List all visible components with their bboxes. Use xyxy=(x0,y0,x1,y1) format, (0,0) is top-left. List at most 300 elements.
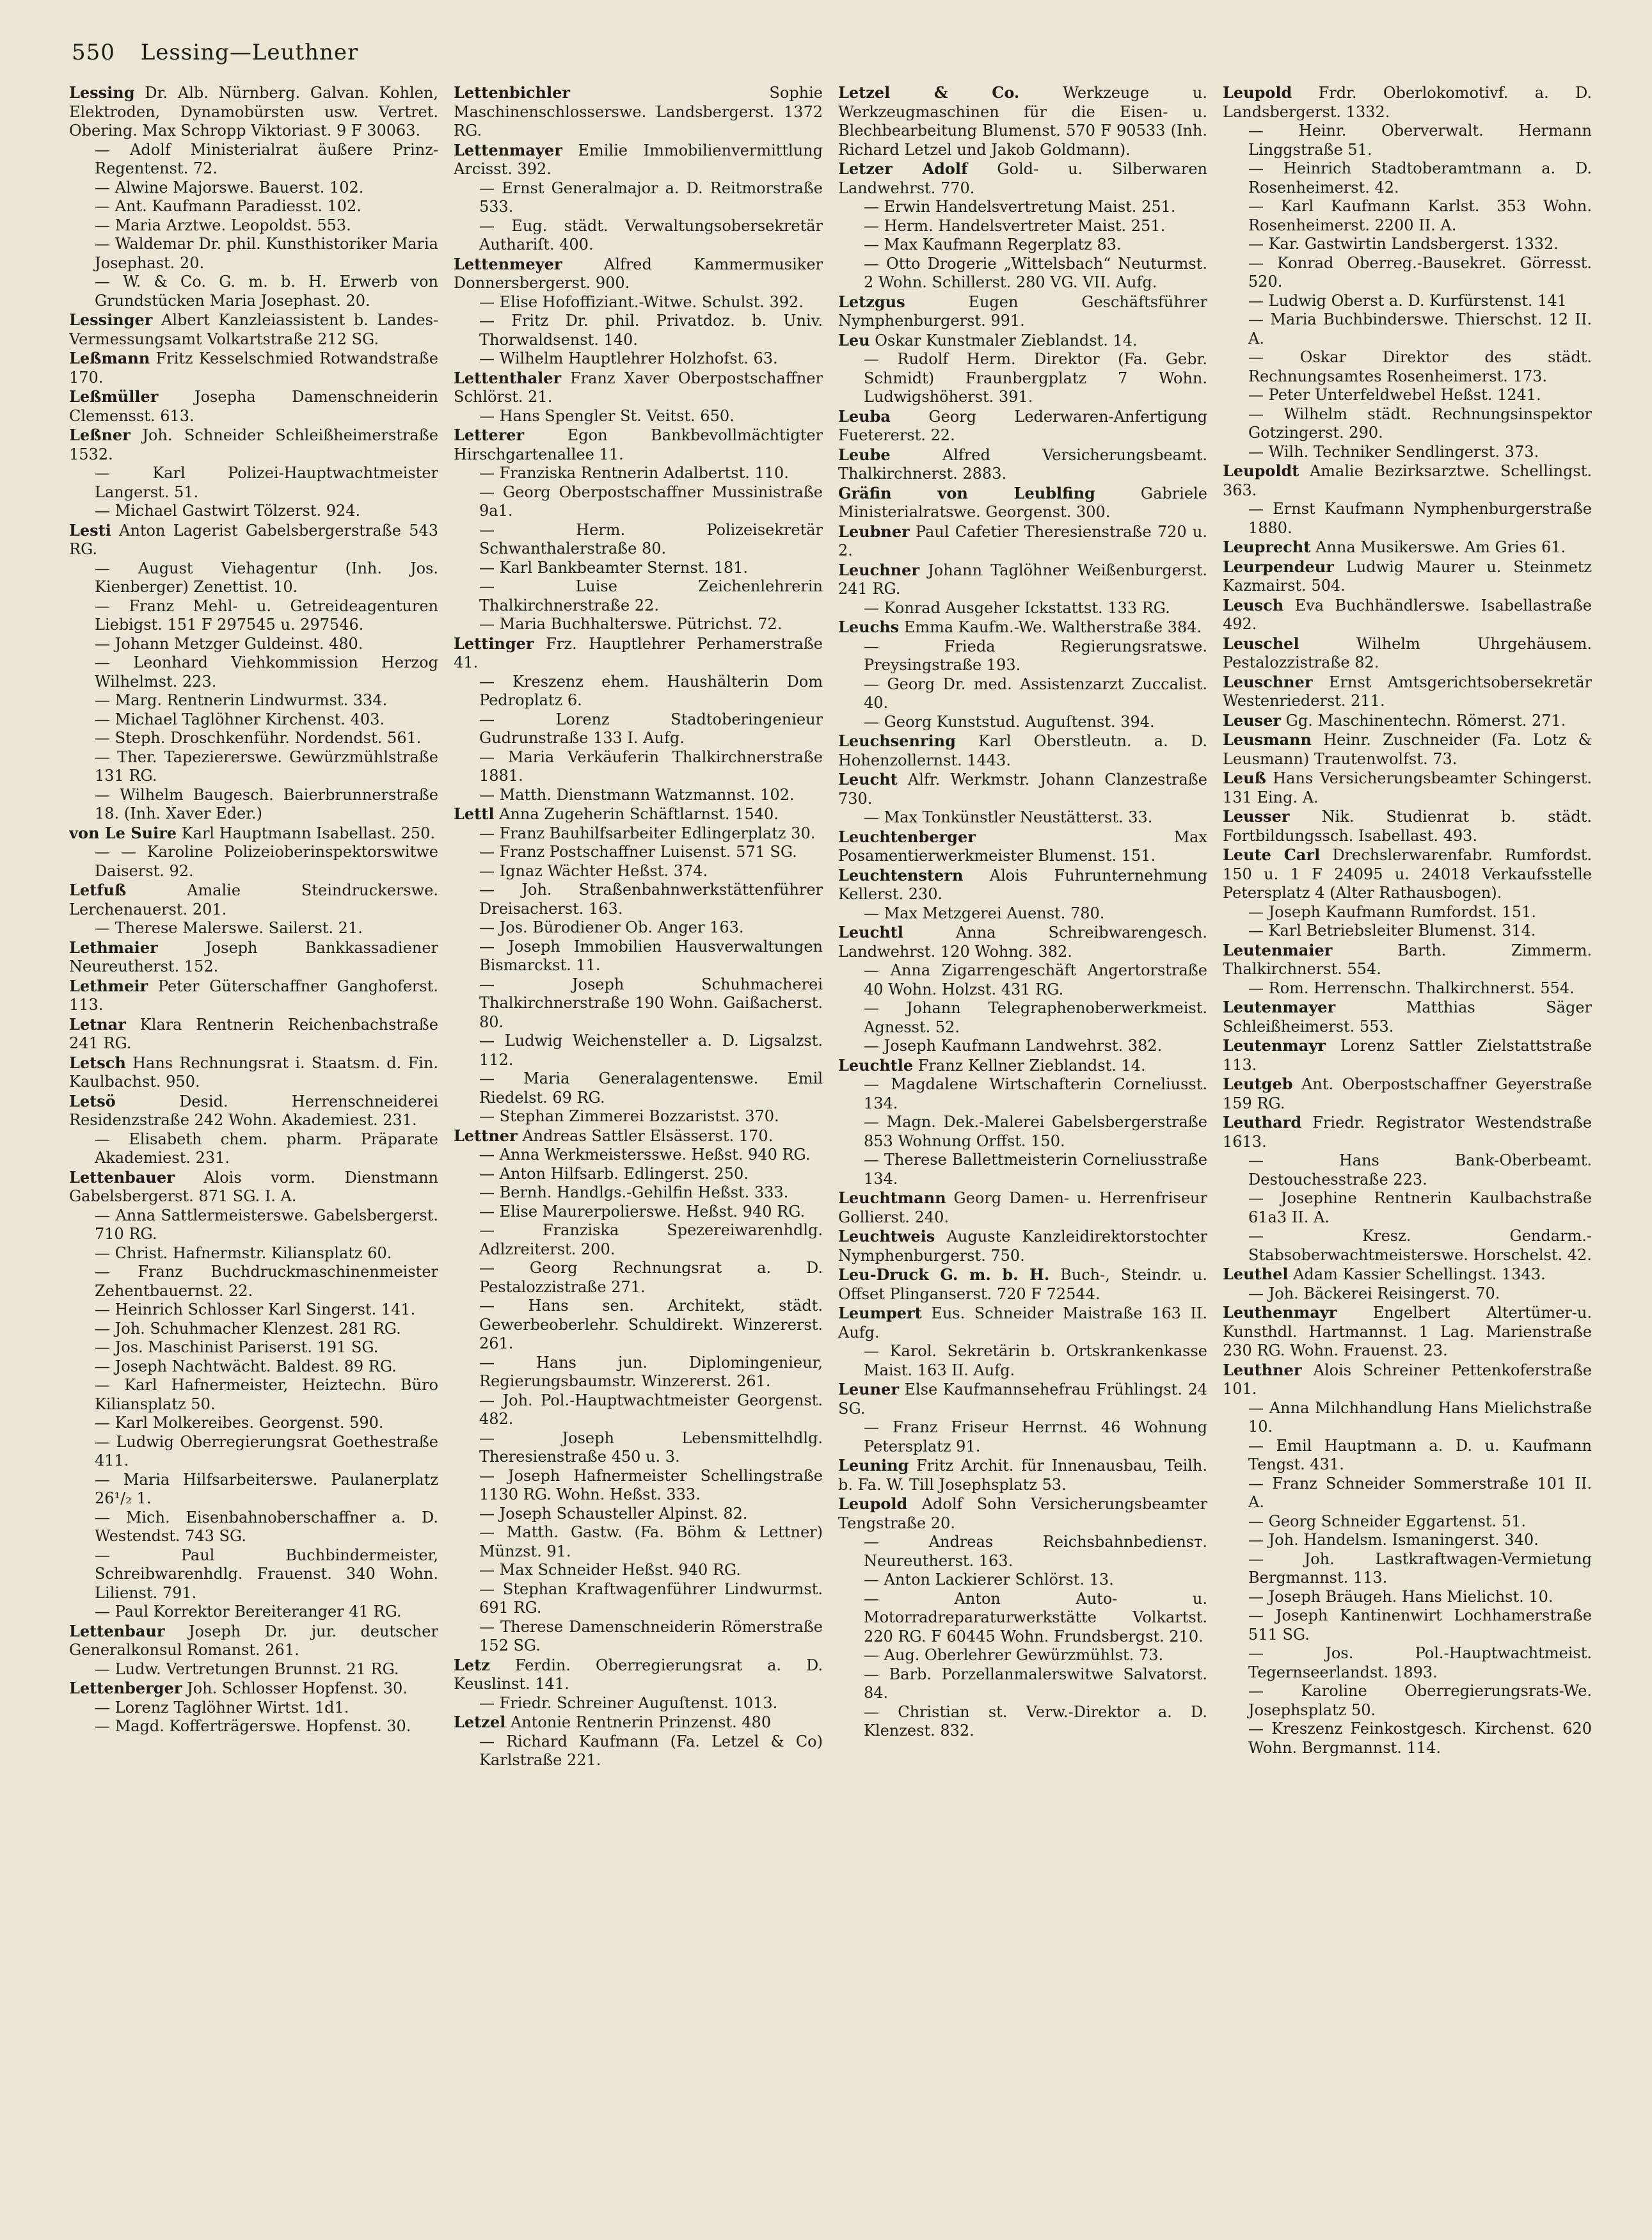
directory-entry xyxy=(69,1300,438,1320)
directory-entry xyxy=(454,1069,823,1107)
column-3 xyxy=(838,83,1207,2202)
directory-entry xyxy=(454,407,823,426)
directory-entry xyxy=(69,635,438,654)
entry-surname: Leßmüller xyxy=(69,387,159,406)
entry-details: — Luise Zeichenlehrerin Thalkirchnerstraße 22. xyxy=(479,577,823,614)
directory-entry xyxy=(1223,1399,1592,1437)
directory-entry xyxy=(454,938,823,975)
entry-details: — Joh. Bäckerei Reisingerst. 70. xyxy=(1248,1284,1500,1302)
directory-entry xyxy=(454,1467,823,1505)
entry-details: Amalie Bezirksarztwe. Schellingst. 363. xyxy=(1223,462,1592,499)
entry-details: Albert Kanzleiassistent b. Landes-Vermessungsamt Volkartstraße 212 SG. xyxy=(69,311,438,348)
directory-entry xyxy=(454,217,823,255)
directory-entry xyxy=(838,484,1207,522)
entry-surname: Leßmann xyxy=(69,349,150,367)
directory-entry xyxy=(1223,159,1592,197)
entry-surname: Lethmaier xyxy=(69,938,158,957)
page-number: 550 xyxy=(72,40,115,65)
directory-entry xyxy=(454,369,823,407)
entry-details: — Wilhelm Baugesch. Baierbrunnerstraße 18. (Inh. Xaver Eder.) xyxy=(95,785,438,822)
entry-details: — Johann Metzger Guldeinst. 480. xyxy=(95,634,363,653)
entry-details: Engelbert Altertümer-u. Kunsthdl. Hartmannst. 1 Lag. Marienstraße 230 RG. Wohn. Frauenst. 23. xyxy=(1223,1304,1592,1359)
directory-entry xyxy=(69,710,438,730)
directory-entry xyxy=(69,83,438,141)
directory-entry xyxy=(838,331,1207,351)
entry-details: Alois Fuhrunternehmung Kellerst. 230. xyxy=(838,866,1207,903)
entry-surname: Leutenmayr xyxy=(1223,1036,1326,1055)
entry-details: — Joseph Lebensmittelhdlg. Theresienstraße 450 u. 3. xyxy=(479,1428,823,1466)
entry-details: — Marg. Rentnerin Lindwurmst. 334. xyxy=(95,691,388,709)
entry-details: — Rom. Herrenschn. Thalkirchnerst. 554. xyxy=(1248,979,1575,997)
entry-details: — Therese Ballettmeisterin Corneliusstraße 134. xyxy=(864,1151,1207,1188)
directory-entry xyxy=(838,292,1207,331)
directory-entry xyxy=(1223,197,1592,235)
directory-entry xyxy=(454,426,823,464)
directory-entry xyxy=(69,1603,438,1622)
entry-surname: Leuthard xyxy=(1223,1113,1302,1132)
entry-details: — Alwine Majorswe. Bauerst. 102. xyxy=(95,178,364,196)
entry-details: — Richard Kaufmann (Fa. Letzel & Co) Karlstraße 221. xyxy=(479,1732,823,1769)
entry-details: — Max Tonkünstler Neustätterst. 33. xyxy=(864,808,1153,826)
entry-surname: Lessing xyxy=(69,83,135,102)
directory-entry xyxy=(69,387,438,426)
directory-entry xyxy=(838,923,1207,961)
entry-details: — W. & Co. G. m. b. H. Erwerb von Grundstücken Maria Josephast. 20. xyxy=(95,273,438,310)
directory-entry xyxy=(454,918,823,938)
entry-details: — Fritz Dr. phil. Privatdoz. b. Univ. Thorwaldsenst. 140. xyxy=(479,312,823,349)
directory-entry xyxy=(1223,1303,1592,1361)
directory-entry xyxy=(69,597,438,635)
directory-entry xyxy=(838,713,1207,732)
entry-surname: Letzer Adolf xyxy=(838,159,968,178)
entry-details: Alois vorm. Dienstmann Gabelsbergerst. 871 SG. I. A. xyxy=(69,1168,438,1205)
directory-entry xyxy=(454,615,823,634)
directory-entry xyxy=(1223,922,1592,941)
entry-details: Werkzeuge u. Werkzeugmaschinen für die Eisen- u. Blechbearbeitung Blumenst. 570 F 90533 (Inh. Richard Letzel und Jakob Goldmann). xyxy=(838,84,1207,159)
directory-entry xyxy=(1223,845,1592,903)
entry-details: Josepha Damenschneiderin Clemensst. 613. xyxy=(69,388,438,425)
entry-surname: Leupoldt xyxy=(1223,461,1299,480)
directory-entry xyxy=(838,599,1207,618)
directory-entry xyxy=(838,828,1207,866)
directory-entry xyxy=(454,1618,823,1656)
entry-details: — Christian st. Verw.-Direktor a. D. Klenzest. 832. xyxy=(864,1702,1207,1740)
directory-entry xyxy=(1223,1284,1592,1304)
directory-entry xyxy=(69,977,438,1015)
entry-surname: Lettenbaur xyxy=(69,1621,165,1640)
entry-details: — Michael Gastwirt Tölzerst. 924. xyxy=(95,502,361,520)
entry-details: — Franz Buchdruckmaschinenmeister Zehentbauernst. 22. xyxy=(95,1263,438,1300)
directory-entry xyxy=(838,1646,1207,1665)
entry-details: — Jos. Pol.-Hauptwachtmeist. Tegernseerlandst. 1893. xyxy=(1248,1644,1592,1681)
entry-details: Anton Lagerist Gabelsbergerstraße 543 RG. xyxy=(69,521,438,558)
directory-entry xyxy=(1223,634,1592,673)
directory-entry xyxy=(1223,557,1592,596)
entry-details: — Maria Arztwe. Leopoldst. 553. xyxy=(95,216,351,234)
entry-details: Joseph Bankkassadiener Neureutherst. 152. xyxy=(69,938,438,975)
entry-details: — Matth. Dienstmann Watzmannst. 102. xyxy=(479,785,795,804)
directory-entry xyxy=(454,559,823,578)
entry-details: — Michael Taglöhner Kirchenst. 403. xyxy=(95,710,385,728)
entry-details: Ferdin. Oberregierungsrat a. D. Keuslinst. 141. xyxy=(454,1656,823,1693)
directory-entry xyxy=(454,1713,823,1732)
entry-details: — Magd. Kofferträgerswe. Hopfenst. 30. xyxy=(95,1717,411,1735)
entry-details: Nik. Studienrat b. städt. Fortbildungssch. Isabellast. 493. xyxy=(1223,808,1592,845)
entry-details: — Heinr. Oberverwalt. Hermann Linggstraße 51. xyxy=(1248,122,1592,159)
directory-entry xyxy=(69,1679,438,1699)
directory-entry xyxy=(69,235,438,273)
entry-details: — Ludwig Oberst a. D. Kurfürstenst. 141 xyxy=(1248,291,1567,310)
entry-details: — Hans Bank-Oberbeamt. Destouchesstraße 223. xyxy=(1248,1151,1592,1188)
directory-entry xyxy=(69,1168,438,1206)
directory-entry xyxy=(838,1151,1207,1188)
entry-surname: Leupold xyxy=(1223,83,1292,102)
directory-entry xyxy=(838,808,1207,828)
entry-details: — Franziska Spezereiwarenhdlg. Adlzreiterst. 200. xyxy=(479,1221,823,1258)
directory-entry xyxy=(69,1015,438,1053)
entry-details: Fritz Kesselschmied Rotwandstraße 170. xyxy=(69,349,438,387)
entry-details: Ant. Oberpostschaffner Geyerstraße 159 RG. xyxy=(1223,1075,1592,1112)
directory-entry xyxy=(69,349,438,387)
directory-entry xyxy=(454,83,823,141)
directory-entry xyxy=(1223,979,1592,998)
entry-surname: Letfuß xyxy=(69,881,127,899)
entry-details: — Franz Bauhilfsarbeiter Edlingerplatz 30. xyxy=(479,824,816,842)
entry-details: — Joseph Schausteller Alpinst. 82. xyxy=(479,1504,748,1523)
directory-entry xyxy=(1223,1720,1592,1757)
directory-entry xyxy=(454,634,823,673)
entry-details: Paul Cafetier Theresienstraße 720 u. 2. xyxy=(838,522,1207,559)
entry-details: — Joh. Pol.-Hauptwachtmeister Georgenst. 482. xyxy=(479,1391,823,1428)
entry-details: — Aug. Oberlehrer Gewürzmühlst. 73. xyxy=(864,1646,1164,1664)
entry-details: — Waldemar Dr. phil. Kunsthistoriker Maria Josephast. 20. xyxy=(95,235,438,272)
entry-details: — Heinrich Schlosser Karl Singerst. 141. xyxy=(95,1300,416,1318)
entry-details: Alois Schreiner Pettenkoferstraße 101. xyxy=(1223,1361,1592,1398)
entry-surname: Leuthel xyxy=(1223,1265,1289,1283)
column-2 xyxy=(454,83,823,2202)
entry-surname: Leuprecht xyxy=(1223,538,1311,556)
directory-entry xyxy=(838,159,1207,198)
directory-entry xyxy=(454,179,823,217)
directory-entry xyxy=(454,577,823,615)
entry-details: — Hans jun. Diplomingenieur, Regierungsbaumstr. Winzererst. 261. xyxy=(479,1353,823,1390)
directory-entry xyxy=(454,804,823,824)
entry-surname: Leu xyxy=(838,330,870,349)
entry-details: — Emil Hauptmann a. D. u. Kaufmann Tengst. 431. xyxy=(1248,1436,1592,1473)
directory-entry xyxy=(69,1546,438,1603)
entry-surname: Letzel xyxy=(454,1713,506,1731)
entry-surname: Leupold xyxy=(838,1494,908,1513)
entry-details: — Ernst Generalmajor a. D. Reitmorstraße 533. xyxy=(479,179,823,216)
directory-entry xyxy=(1223,596,1592,634)
directory-entry xyxy=(69,919,438,938)
directory-entry xyxy=(838,1571,1207,1590)
entry-details: — Frieda Regierungsratswe. Preysingstraße 193. xyxy=(864,637,1207,674)
directory-entry xyxy=(838,407,1207,445)
entry-details: — Adolf Ministerialrat äußere Prinz-Regentenst. 72. xyxy=(95,140,438,177)
entry-details: — Anton Hilfsarb. Edlingerst. 250. xyxy=(479,1164,749,1183)
entry-surname: von Le Suire xyxy=(69,823,177,842)
directory-entry xyxy=(838,770,1207,808)
directory-entry xyxy=(454,1146,823,1165)
entry-details: — Konrad Oberreg.-Bausekret. Görresst. 520. xyxy=(1248,253,1592,291)
entry-details: Joh. Schlosser Hopfenst. 30. xyxy=(187,1679,408,1697)
directory-entry xyxy=(454,1221,823,1259)
entry-details: — — Karoline Polizeioberinspektorswitwe Daiserst. 92. xyxy=(95,843,438,880)
directory-entry xyxy=(1223,254,1592,292)
entry-details: — Lorenz Stadtoberingenieur Gudrunstraße 133 I. Aufg. xyxy=(479,710,823,747)
entry-surname: Lettl xyxy=(454,804,495,823)
entry-surname: Leutenmaier xyxy=(1223,940,1333,959)
entry-details: Andreas Sattler Elsässerst. 170. xyxy=(522,1126,774,1145)
directory-entry xyxy=(838,350,1207,407)
entry-details: Heinr. Zuschneider (Fa. Lotz & Leusmann) Trautenwolfst. 73. xyxy=(1223,731,1592,768)
entry-details: Buch-, Steindr. u. Offset Plinganserst. 720 F 72544. xyxy=(838,1266,1207,1303)
directory-entry xyxy=(454,1694,823,1713)
running-title: Lessing—Leuthner xyxy=(140,40,359,65)
directory-entry xyxy=(454,1505,823,1524)
entry-details: — Heinrich Stadtoberamtmann a. D. Rosenheimerst. 42. xyxy=(1248,159,1592,196)
directory-entry xyxy=(454,1354,823,1391)
directory-entry xyxy=(838,1703,1207,1741)
directory-entry xyxy=(838,1494,1207,1533)
entry-details: — Wilhelm Hauptlehrer Holzhofst. 63. xyxy=(479,349,778,367)
entry-details: — Kresz. Gendarm.-Stabsoberwachtmeisterswe. Horschelst. 42. xyxy=(1248,1227,1592,1264)
directory-entry xyxy=(1223,461,1592,500)
entry-details: Emma Kaufm.-We. Waltherstraße 384. xyxy=(903,618,1202,636)
entry-surname: Lethmeir xyxy=(69,976,148,995)
entry-details: — Mich. Eisenbahnoberschaffner a. D. Westendst. 743 SG. xyxy=(95,1508,438,1545)
entry-details: Georg Damen- u. Herrenfriseur Gollierst. 240. xyxy=(838,1189,1207,1226)
directory-entry xyxy=(69,1699,438,1718)
entry-surname: Letnar xyxy=(69,1014,126,1034)
entry-details: — Anton Auto- u. Motorradreparaturwerkstätte Volkartst. 220 RG. F 60445 Wohn. Frundsbergst. 210. xyxy=(864,1589,1207,1645)
directory-entry xyxy=(1223,1189,1592,1227)
directory-entry xyxy=(454,1656,823,1694)
entry-surname: Leuthner xyxy=(1223,1360,1302,1379)
entry-surname: Leuchtle xyxy=(838,1055,914,1075)
directory-entry xyxy=(1223,1512,1592,1532)
directory-entry xyxy=(454,293,823,312)
entry-surname: Lettenbichler xyxy=(454,83,571,102)
entry-details: Alfred Versicherungsbeamt. Thalkirchnerst. 2883. xyxy=(838,445,1207,483)
entry-details: — Steph. Droschkenführ. Nordendst. 561. xyxy=(95,729,422,747)
entry-surname: Lettinger xyxy=(454,634,534,653)
entry-details: Lorenz Sattler Zielstattstraße 113. xyxy=(1223,1037,1592,1074)
entry-details: — Maria Buchhalterswe. Pütrichst. 72. xyxy=(479,615,782,633)
entry-surname: Letsch xyxy=(69,1053,126,1072)
entry-surname: Lesti xyxy=(69,520,111,540)
directory-entry xyxy=(69,1053,438,1092)
directory-entry xyxy=(454,824,823,844)
directory-entry xyxy=(838,1380,1207,1418)
directory-entry xyxy=(454,1561,823,1580)
directory-entry xyxy=(454,1203,823,1222)
entry-details: — Ludwig Oberregierungsrat Goethestraße 411. xyxy=(95,1432,438,1469)
directory-entry xyxy=(1223,405,1592,443)
directory-entry xyxy=(454,748,823,786)
entry-details: — Georg Rechnungsrat a. D. Pestalozzistraße 271. xyxy=(479,1259,823,1296)
entry-details: — Hans sen. Architekt, städt. Gewerbeoberlehr. Schuldirekt. Winzererst. 261. xyxy=(479,1297,823,1352)
directory-entry xyxy=(838,1418,1207,1456)
directory-entry xyxy=(1223,1036,1592,1075)
directory-entry xyxy=(454,786,823,805)
entry-details: — Rudolf Herm. Direktor (Fa. Gebr. Schmidt) Fraunbergplatz 7 Wohn. Ludwigshöherst. 391. xyxy=(864,350,1207,406)
directory-entry xyxy=(838,732,1207,770)
entry-details: Frz. Hauptlehrer Perhamerstraße 41. xyxy=(454,634,823,671)
directory-entry xyxy=(1223,807,1592,845)
entry-details: — Anna Zigarrengeschäft Angertorstraße 40 Wohn. Holzst. 431 RG. xyxy=(864,961,1207,998)
entry-details: — Joseph Bräugeh. Hans Mielichst. 10. xyxy=(1248,1587,1553,1606)
directory-entry xyxy=(838,198,1207,217)
directory-entry xyxy=(1223,1265,1592,1284)
entry-surname: Letzgus xyxy=(838,292,905,311)
directory-entry xyxy=(69,502,438,521)
entry-details: Gold- u. Silberwaren Landwehrst. 770. xyxy=(838,160,1207,197)
entry-details: — Ant. Kaufmann Paradiesst. 102. xyxy=(95,197,361,215)
directory-entry xyxy=(1223,500,1592,538)
entry-details: — Magn. Dek.-Malerei Gabelsbergerstraße 853 Wohnung Orffst. 150. xyxy=(864,1113,1207,1150)
directory-entry xyxy=(1223,386,1592,405)
entry-details: — Ernst Kaufmann Nymphenburgerstraße 1880. xyxy=(1248,500,1592,537)
directory-entry xyxy=(454,521,823,559)
directory-entry xyxy=(69,1414,438,1433)
entry-details: Amalie Steindruckerswe. Lerchenauerst. 201. xyxy=(69,881,438,918)
entry-details: Ernst Amtsgerichtsobersekretär Westenriederst. 211. xyxy=(1223,673,1592,710)
directory-entry xyxy=(69,1660,438,1679)
entry-details: — Elise Maurerpolierswe. Heßst. 940 RG. xyxy=(479,1202,806,1220)
directory-entry xyxy=(69,1508,438,1546)
directory-entry xyxy=(69,1717,438,1736)
entry-details: — Anna Milchhandlung Hans Mielichstraße 10. xyxy=(1248,1398,1592,1436)
entry-details: Alfr. Werkmstr. Johann Clanzestraße 730. xyxy=(838,771,1207,808)
entry-details: — Max Kaufmann Regerplatz 83. xyxy=(864,236,1122,253)
entry-details: — Joseph Hafnermeister Schellingstraße 1130 RG. Wohn. Heßst. 333. xyxy=(479,1466,823,1503)
directory-entry xyxy=(838,83,1207,159)
entry-details: Egon Bankbevollmächtigter Hirschgartenallee 11. xyxy=(454,426,823,463)
entry-details: — Herm. Handelsvertreter Maist. 251. xyxy=(864,216,1166,235)
directory-entry xyxy=(69,1376,438,1414)
directory-entry xyxy=(1223,1550,1592,1588)
directory-entry xyxy=(1223,1682,1592,1720)
column-1 xyxy=(69,83,438,2202)
entry-details: — Karol. Sekretärin b. Ortskrankenkasse Maist. 163 II. Aufg. xyxy=(864,1342,1207,1379)
entry-details: — Franz Mehl- u. Getreideagenturen Liebigst. 151 F 297545 u. 297546. xyxy=(95,596,438,634)
entry-details: — August Viehagentur (Inh. Jos. Kienberger) Zenettist. 10. xyxy=(95,559,438,596)
directory-entry xyxy=(69,1357,438,1377)
entry-details: — Leonhard Viehkommission Herzog Wilhelmst. 223. xyxy=(95,653,438,691)
directory-entry xyxy=(454,881,823,918)
directory-entry xyxy=(838,675,1207,713)
directory-entry xyxy=(1223,1113,1592,1151)
entry-surname: Leuchsenring xyxy=(838,732,956,750)
entry-details: — Eug. städt. Verwaltungsobersekretär Authariſt. 400. xyxy=(479,216,823,253)
directory-entry xyxy=(1223,941,1592,979)
directory-entry xyxy=(454,843,823,862)
entry-surname: Lettenthaler xyxy=(454,368,562,387)
directory-entry xyxy=(838,1113,1207,1151)
entry-details: Franz Kellner Zieblandst. 14. xyxy=(917,1056,1146,1075)
directory-entry xyxy=(454,1391,823,1429)
entry-details: — Peter Unterfeldwebel Heßst. 1241. xyxy=(1248,386,1541,404)
entry-surname: Leßner xyxy=(69,426,131,444)
directory-entry xyxy=(454,312,823,349)
entry-details: Klara Rentnerin Reichenbachstraße 241 RG. xyxy=(69,1015,438,1052)
entry-details: — Joseph Kaufmann Landwehrst. 382. xyxy=(864,1037,1163,1055)
directory-entry xyxy=(69,1320,438,1339)
directory-entry xyxy=(454,141,823,179)
entry-details: — Johann Telegraphenoberwerkmeist. Agnesst. 52. xyxy=(864,999,1207,1036)
directory-entry xyxy=(1223,1644,1592,1682)
entry-surname: Leuning xyxy=(838,1456,909,1475)
directory-entry xyxy=(838,255,1207,292)
entry-details: — Joseph Immobilien Hausverwaltungen Bismarckst. 11. xyxy=(479,937,823,974)
entry-details: Ludwig Maurer u. Steinmetz Kazmairst. 504. xyxy=(1223,557,1592,595)
directory-entry xyxy=(838,217,1207,236)
entry-details: — Karoline Oberregierungsrats-We. Josephsplatz 50. xyxy=(1248,1682,1592,1719)
directory-entry xyxy=(838,961,1207,999)
entry-details: Wilhelm Uhrgehäusem. Pestalozzistraße 82. xyxy=(1223,634,1592,671)
directory-entry xyxy=(838,1665,1207,1703)
entry-details: — Jos. Maschinist Pariserst. 191 SG. xyxy=(95,1338,379,1356)
entry-details: — Anton Lackierer Schlörst. 13. xyxy=(864,1571,1114,1588)
entry-details: Antonie Rentnerin Prinzenst. 480 xyxy=(510,1713,772,1731)
directory-entry xyxy=(69,273,438,310)
entry-surname: Lettenbauer xyxy=(69,1167,175,1187)
entry-details: — Stephan Zimmerei Bozzaristst. 370. xyxy=(479,1107,779,1125)
directory-entry xyxy=(1223,1475,1592,1512)
entry-details: Eugen Geschäftsführer Nymphenburgerst. 991. xyxy=(838,292,1207,330)
entry-surname: Letterer xyxy=(454,426,525,444)
directory-entry xyxy=(69,1244,438,1263)
entry-details: — Andreas Reichsbahnbediensт. Neureutherst. 163. xyxy=(864,1533,1207,1570)
directory-entry xyxy=(69,521,438,559)
entry-details: — Karl Bankbeamter Sternst. 181. xyxy=(479,558,749,577)
directory-entry xyxy=(69,1263,438,1300)
entry-details: — Bernh. Handlgs.-Gehilfin Heßst. 333. xyxy=(479,1183,789,1201)
directory-entry xyxy=(454,975,823,1032)
entry-surname: Leuschner xyxy=(1223,672,1313,691)
entry-details: — Barb. Porzellanmalerswitwe Salvatorst. 84. xyxy=(864,1665,1207,1702)
entry-surname: Leusch xyxy=(1223,595,1284,614)
entry-details: — Georg Schneider Eggartenst. 51. xyxy=(1248,1512,1526,1530)
directory-entry xyxy=(838,904,1207,924)
entry-details: — Magdalene Wirtschafterin Corneliusst. 134. xyxy=(864,1075,1207,1112)
entry-details: Georg Lederwaren-Anfertigung Fuetererst. 22. xyxy=(838,407,1207,444)
entry-surname: Leuchtenstern xyxy=(838,865,964,884)
entry-details: — Franz Schneider Sommerstraße 101 II. A. xyxy=(1248,1474,1592,1511)
directory-entry xyxy=(1223,730,1592,769)
entry-surname: Leurpendeur xyxy=(1223,557,1334,576)
entry-details: — Friedr. Schreiner Auguſtenst. 1013. xyxy=(479,1693,778,1712)
entry-details: Drechslerwarenfabr. Rumfordst. 150 u. 1 F 24095 u. 24018 Verkaufsstelle Petersplatz 4 (Alter Rathausbogen). xyxy=(1223,846,1592,902)
directory-entry xyxy=(838,1590,1207,1647)
entry-details: — Max Metzgerei Auenst. 780. xyxy=(864,904,1105,922)
directory-entry xyxy=(838,1037,1207,1056)
page-header xyxy=(72,40,1582,78)
entry-details: — Ther. Tapeziererswe. Gewürzmühlstraße 131 RG. xyxy=(95,748,438,785)
directory-entry xyxy=(69,1092,438,1130)
directory-entry xyxy=(454,862,823,881)
entry-details: — Josephine Rentnerin Kaulbachstraße 61a3 II. A. xyxy=(1248,1189,1592,1226)
directory-entry xyxy=(69,1206,438,1244)
entry-surname: Lettenmayer xyxy=(454,140,562,159)
directory-entry xyxy=(1223,903,1592,922)
entry-details: Max Posamentierwerkmeister Blumenst. 151. xyxy=(838,828,1207,865)
entry-surname: Gräfin von Leublfing xyxy=(838,483,1095,502)
directory-entry xyxy=(1223,83,1592,122)
entry-surname: Leutenmayer xyxy=(1223,998,1336,1016)
